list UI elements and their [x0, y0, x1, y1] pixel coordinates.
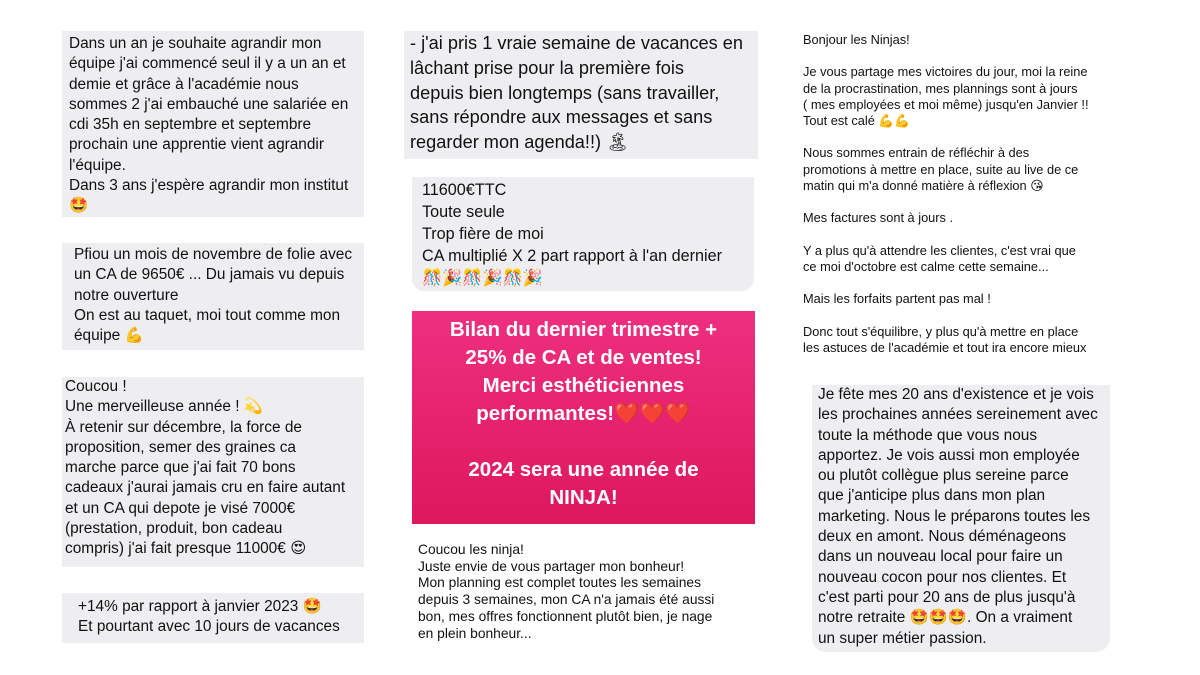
message-line: depuis bien longtemps (sans travailler,: [410, 82, 720, 103]
message-line: cdi 35h en septembre et septembre: [69, 116, 312, 134]
message-line: 🎊🎉🎊🎉🎊🎉: [422, 269, 543, 287]
message-text: [412, 316, 755, 512]
message-line: Mes factures sont à jours .: [803, 210, 954, 226]
message-line: 11600€TTC: [422, 181, 507, 199]
blank-line: [412, 428, 755, 456]
message-line: Coucou les ninja!: [418, 542, 524, 557]
message-line: Toute seule: [422, 203, 505, 221]
message-line: notre retraite 🤩🤩🤩. On a vraiment: [818, 609, 1073, 627]
message-line: Y a plus qu'à attendre les clientes, c'est vrai que: [803, 242, 1076, 258]
blank-line: [803, 194, 1133, 210]
highlight-testimonial-card: [412, 311, 755, 524]
testimonial-card: [404, 31, 758, 159]
message-line: (prestation, produit, bon cadeau: [65, 520, 283, 538]
message-line: un CA de 9650€ ... Du jamais vu depuis: [74, 266, 345, 284]
blank-line: [803, 275, 1133, 291]
message-line: prochain une apprentie vient agrandir: [69, 136, 324, 154]
message-text: [418, 542, 760, 642]
message-line: l'équipe.: [69, 156, 126, 174]
message-line: marketing. Nous le préparons toutes les: [818, 507, 1091, 525]
message-line: matin qui m'a donné matière à réflexion 😘: [803, 177, 1044, 193]
message-line: NINJA!: [549, 486, 618, 509]
message-line: Merci esthéticiennes: [482, 374, 685, 397]
message-line: Tout est calé 💪💪: [803, 113, 911, 128]
message-line: Coucou !: [65, 378, 127, 395]
testimonial-card: [62, 243, 364, 350]
blank-line: [803, 129, 1133, 145]
message-line: Je vous partage mes victoires du jour, moi la reine: [803, 64, 1088, 80]
message-line: demie et grâce à l'académie nous: [69, 75, 299, 93]
message-line: Trop fière de moi: [422, 225, 544, 243]
message-text: [65, 377, 364, 560]
message-line: - j'ai pris 1 vraie semaine de vacances en: [410, 33, 744, 53]
message-line: un super métier passion.: [818, 629, 987, 647]
message-line: Nous sommes entrain de réfléchir à des: [803, 145, 1030, 161]
message-line: sommes 2 j'ai embauché une salariée en: [69, 95, 349, 113]
message-line: équipe 💪: [74, 327, 144, 345]
testimonial-card: [412, 177, 754, 291]
message-text: [803, 32, 1133, 356]
message-line: Mais les forfaits partent pas mal !: [803, 291, 991, 307]
message-text: [410, 31, 758, 155]
message-line: promotions à mettre en place, suite au live de ce: [803, 161, 1079, 177]
message-line: nouveau cocon pour nos clientes. Et: [818, 568, 1067, 586]
testimonial-card: [62, 593, 364, 643]
message-line: marche parce que j'ai fait 70 bons: [65, 459, 296, 477]
message-line: Je fête mes 20 ans d'existence et je vois: [818, 386, 1094, 403]
message-line: ce moi d'octobre est calme cette semaine...: [803, 258, 1049, 274]
message-line: 2024 sera une année de: [468, 458, 699, 481]
message-line: que j'anticipe plus dans mon plan: [818, 487, 1046, 505]
message-line: 🤩: [69, 197, 89, 215]
message-line: Une merveilleuse année ! 💫: [65, 398, 263, 416]
message-text: [74, 245, 364, 346]
message-line: +14% par rapport à janvier 2023 🤩: [78, 598, 322, 615]
message-line: Dans 3 ans j'espère agrandir mon institut: [69, 177, 349, 195]
testimonial-card: [62, 31, 364, 217]
message-line: sans répondre aux messages et sans: [410, 107, 713, 128]
message-line: cadeaux j'aurai jamais cru en faire autant: [65, 479, 346, 497]
message-line: notre ouverture: [74, 286, 179, 304]
message-line: ou plutôt collègue plus sereine parce: [818, 467, 1069, 485]
testimonial-card: [62, 377, 364, 567]
blank-line: [803, 307, 1133, 323]
message-line: deux en amont. Nous déménageons: [818, 528, 1067, 546]
message-line: Juste envie de vous partager mon bonheur!: [418, 558, 685, 574]
message-line: c'est parti pour 20 ans de plus jusqu'à: [818, 588, 1076, 606]
message-line: Et pourtant avec 10 jours de vacances: [78, 618, 340, 636]
message-line: et un CA qui depote je visé 7000€: [65, 499, 296, 517]
message-line: toute la méthode que vous nous: [818, 426, 1038, 444]
message-line: Bonjour les Ninjas!: [803, 32, 910, 47]
message-line: apportez. Je vois aussi mon employée: [818, 446, 1080, 464]
message-line: regarder mon agenda!!) 🏝: [410, 132, 630, 153]
message-line: lâchant prise pour la première fois: [410, 57, 684, 78]
message-line: équipe j'ai commencé seul il y a un an et: [69, 55, 346, 73]
message-line: proposition, semer des graines ca: [65, 438, 296, 456]
blank-line: [803, 48, 1133, 64]
message-line: Bilan du dernier trimestre +: [449, 318, 718, 341]
message-line: les prochaines années sereinement avec: [818, 406, 1098, 424]
message-line: bon, mes offres fonctionnent plutôt bien, je nage: [418, 608, 713, 624]
testimonial-card: [812, 385, 1110, 652]
message-line: Pfiou un mois de novembre de folie avec: [74, 246, 353, 263]
message-line: ( mes employées et moi même) jusqu'en Janvier !!: [803, 96, 1089, 112]
message-line: CA multiplié X 2 part rapport à l'an dernier: [422, 247, 723, 265]
blank-line: [803, 226, 1133, 242]
message-line: compris) j'ai fait presque 11000€ 😍: [65, 540, 307, 558]
message-line: Dans un an je souhaite agrandir mon: [69, 35, 322, 52]
message-text: [818, 385, 1110, 649]
message-line: Donc tout s'équilibre, y plus qu'à mettre en place: [803, 323, 1079, 339]
message-text: [69, 34, 364, 217]
testimonial-card: [803, 32, 1133, 362]
message-line: de la procrastination, mes plannings sont à jours: [803, 80, 1078, 96]
message-line: À retenir sur décembre, la force de: [65, 418, 302, 436]
message-line: On est au taquet, moi tout comme mon: [74, 306, 341, 324]
message-line: les astuces de l'académie et tout ira encore mieux: [803, 339, 1087, 355]
message-line: 25% de CA et de ventes!: [465, 346, 702, 369]
message-text: [78, 597, 364, 638]
message-line: performantes!❤️❤️❤️: [476, 402, 691, 425]
testimonial-card: [412, 542, 760, 650]
message-line: depuis 3 semaines, mon CA n'a jamais été aussi: [418, 592, 715, 608]
message-line: Mon planning est complet toutes les semaines: [418, 575, 701, 591]
message-text: [422, 179, 754, 289]
message-line: en plein bonheur...: [418, 625, 532, 641]
message-line: dans un nouveau local pour faire un: [818, 548, 1063, 566]
